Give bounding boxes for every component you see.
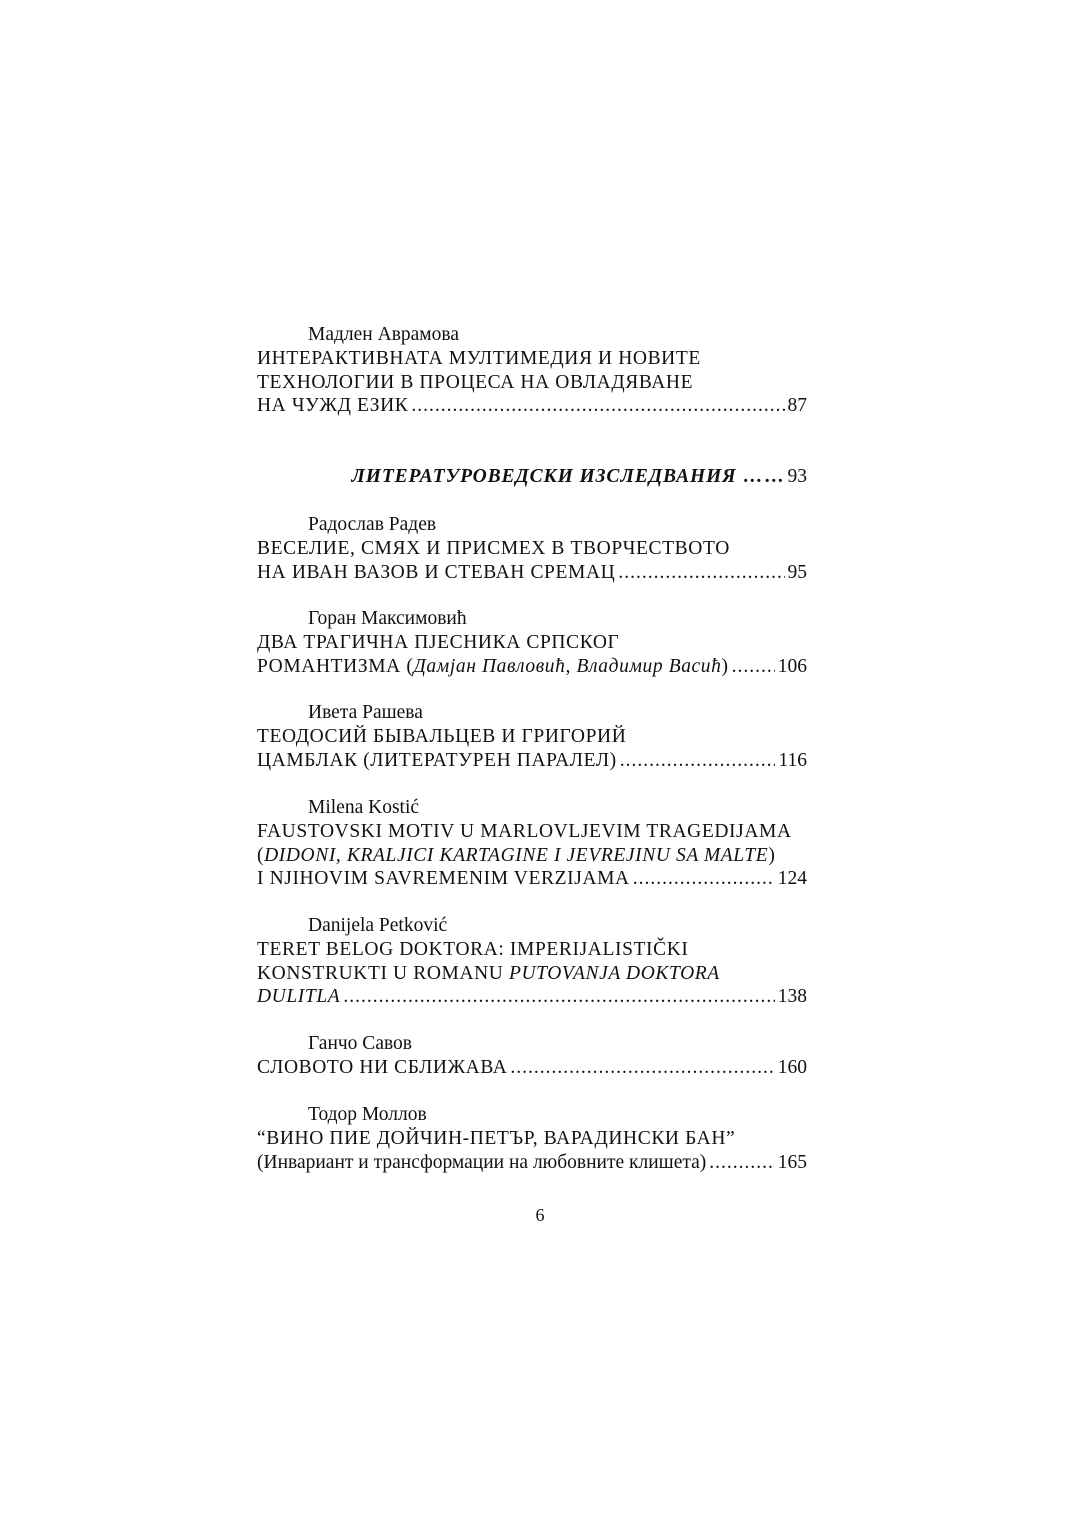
toc-entry [257,323,807,418]
toc-entry [257,796,807,891]
author-name: Ивета Рашева [308,702,423,723]
entry-title-line: ИНТЕРАКТИВНАТА МУЛТИМЕДИЯ И НОВИТЕ [257,348,701,369]
dot-leader [510,1056,774,1080]
dot-leader [618,561,784,585]
entry-title-text: ЦАМБЛАК (ЛИТЕРАТУРЕН ПАРАЛЕЛ) [257,749,617,771]
entry-title-text: СЛОВОТО НИ СБЛИЖАВА [257,1057,508,1078]
title-italic-part: PUTOVANJA DOKTORA [508,962,720,984]
entry-title-last-line [257,655,807,679]
title-text-part: ) [721,655,729,677]
title-text-part: , [565,655,577,677]
entry-title-line: ТЕОДОСИЙ БЫВАЛЬЦЕВ И ГРИГОРИЙ [257,726,627,747]
entry-title-last-line [257,985,807,1009]
entry-title-text [257,655,729,679]
entry-title-last-line [257,749,807,773]
toc-entry [257,1103,807,1174]
title-italic-part: DIDONI, KRALJICI KARTAGINE I JEVREJINU SA MALTE [264,844,769,866]
entry-title-line: ВЕСЕЛИЕ, СМЯХ И ПРИСМЕХ В ТВОРЧЕСТВОТО [257,538,730,559]
dot-leader [620,749,776,773]
author-name: Радослав Радев [308,514,437,535]
title-italic-name: Дамјан Павловић [413,655,566,677]
title-text-part: ) [768,844,776,866]
author-name: Мадлен Аврамова [308,324,460,345]
title-text-part: РОМАНТИЗМА ( [257,655,414,677]
toc-entry [257,914,807,1009]
toc-entry [257,513,807,584]
dot-leader [732,655,775,679]
page-reference: 124 [777,868,807,889]
entry-title-last-line [257,867,807,891]
entry-title-text: НА ЧУЖД ЕЗИК [257,395,409,416]
entry-title-line [257,962,807,986]
entry-title-text: НА ИВАН ВАЗОВ И СТЕВАН СРЕМАЦ [257,561,616,583]
toc-entry [257,1032,807,1080]
entry-title-line: FAUSTOVSKI MOTIV U MARLOVLJEVIM TRAGEDIJAMA [257,821,792,842]
entry-title-last-line [257,1056,807,1080]
entry-title-line: TERET BELOG DOKTORA: IMPERIJALISTIČKI [257,939,689,960]
author-name: Тодор Моллов [308,1104,427,1125]
dot-leader [709,1151,774,1175]
author-name: Danijela Petković [308,915,448,936]
dot-leader [343,985,774,1009]
entry-title-last-line [257,1151,807,1175]
toc-entry [257,701,807,772]
dot-leader [411,394,784,418]
title-text-part: KONSTRUKTI U ROMANU [257,962,509,984]
title-italic-name: Владимир Васић [576,655,722,677]
section-page-reference: 93 [787,466,807,487]
page-reference: 138 [777,986,807,1007]
entry-title-last-line [257,561,807,585]
section-title: ЛИТЕРАТУРОВЕДСКИ ИЗСЛЕДВАНИЯ [351,466,737,487]
author-name: Горан Максимовић [308,608,467,629]
entry-title-line: ДВА ТРАГИЧНА ПЈЕСНИКА СРПСКОГ [257,632,620,653]
section-heading [257,466,807,488]
page-reference: 160 [777,1057,807,1078]
entry-title-line [257,844,807,868]
entry-title-line: ТЕХНОЛОГИИ В ПРОЦЕСА НА ОВЛАДЯВАНЕ [257,371,694,393]
entry-title-italic-text: DULITLA [257,986,341,1007]
page-reference: 95 [787,561,807,583]
page-number: 6 [535,1205,545,1225]
page-reference: 106 [777,655,807,677]
entry-title-line: “ВИНО ПИЕ ДОЙЧИН-ПЕТЪР, ВАРАДИНСКИ БАН” [257,1128,736,1149]
page-reference: 165 [777,1151,807,1173]
toc-entry [257,607,807,678]
page-reference: 116 [778,749,807,771]
author-name: Milena Kostić [308,797,420,818]
entry-title-last-line [257,394,807,418]
section-dots: …… [742,466,786,487]
entry-title-text: (Инвариант и трансформации на любовните клишета) [257,1151,707,1173]
dot-leader [633,867,775,891]
entry-title-text: I NJIHOVIM SAVREMENIM VERZIJAMA [257,868,630,889]
title-text-part: ( [257,844,265,866]
author-name: Ганчо Савов [308,1033,413,1054]
page-reference: 87 [787,395,807,416]
